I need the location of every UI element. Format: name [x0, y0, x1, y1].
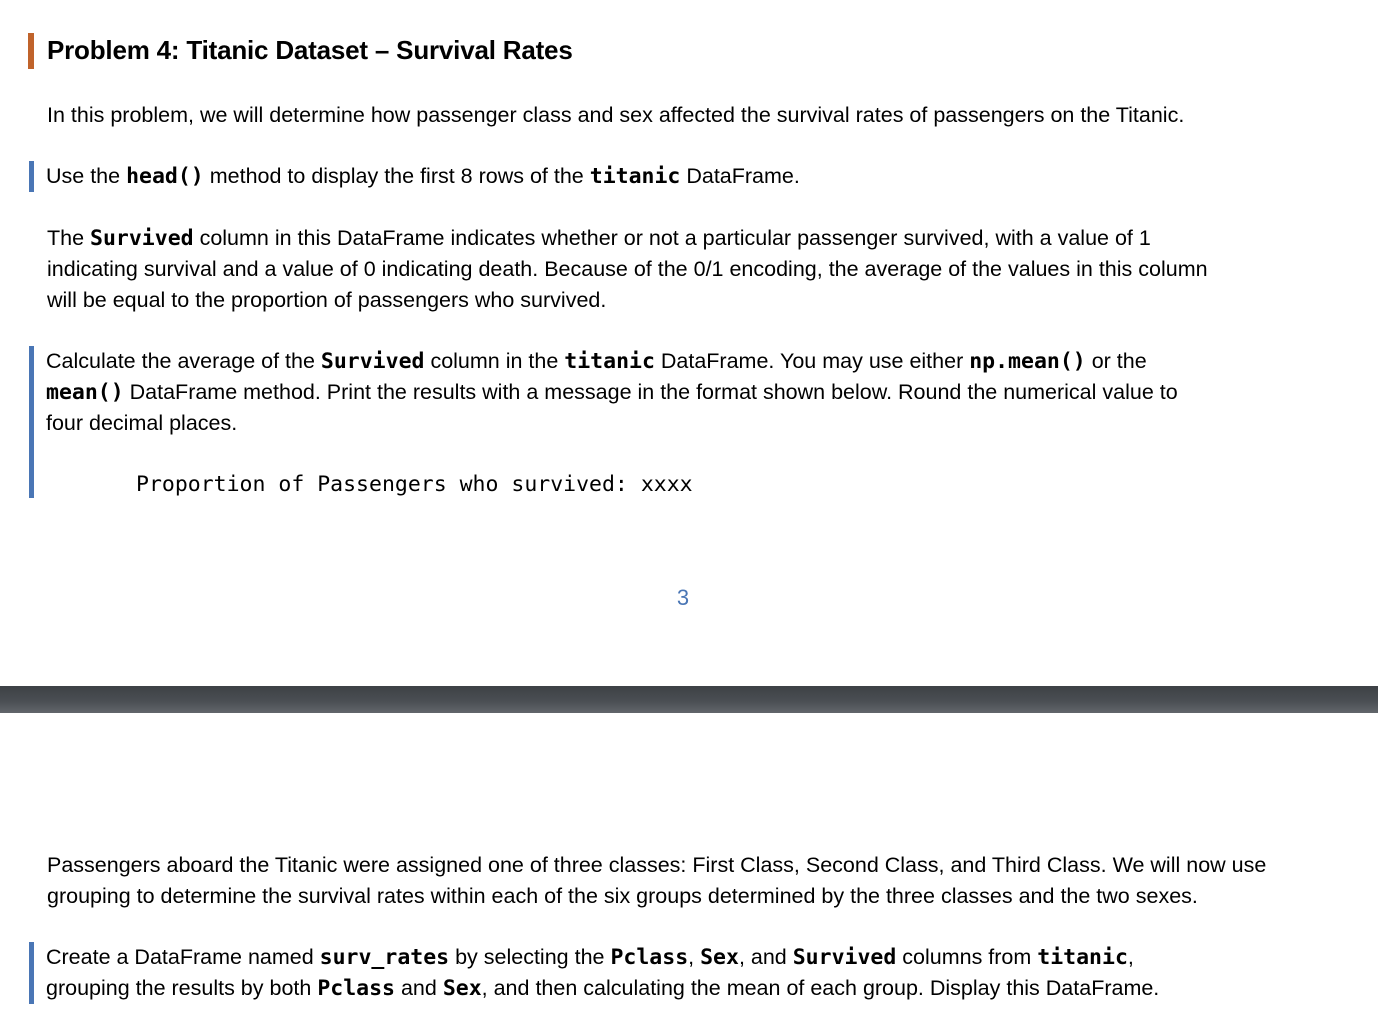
code-titanic: titanic — [1037, 945, 1128, 970]
output-format-example: Proportion of Passengers who survived: xxxx — [136, 472, 693, 497]
survived-paragraph: The Survived column in this DataFrame indicates whether or not a particular passenger survived, with a value of 1 indicating survival and a value of 0 indicating death. Because of the 0/1 encoding, the average of the values in this column will be equal to the proportion of passengers who survived. — [47, 226, 1208, 312]
code-titanic: titanic — [564, 349, 655, 374]
page-separator — [0, 686, 1378, 713]
code-sex: Sex — [442, 976, 482, 1001]
problem-title: Problem 4: Titanic Dataset – Survival Rates — [47, 35, 573, 65]
task-surv-rates: Create a DataFrame named surv_rates by selecting the Pclass, Sex, and Survived columns from titanic, grouping the results by both Pclass and Sex, and then calculating the mean of each group. Display this DataFrame. — [29, 942, 1159, 1004]
heading-accent-bar — [28, 33, 34, 69]
classes-paragraph: Passengers aboard the Titanic were assigned one of three classes: First Class, Second Class, and Third Class. We will now use grouping to determine the survival rates within each of the six groups determined by the three classes and the two sexes. — [47, 853, 1267, 908]
code-survived: Survived — [90, 226, 194, 251]
code-sex: Sex — [700, 945, 739, 970]
page-number: 3 — [676, 585, 690, 610]
code-np-mean: np.mean() — [969, 349, 1086, 374]
code-titanic: titanic — [589, 164, 681, 189]
task-calculate-average: Calculate the average of the Survived column in the titanic DataFrame. You may use either np.mean() or the mean() DataFrame method. Print the results with a message in the format shown below. Round the numerical value to four decimal places. Proportion of Passengers who survived: xxxx — [29, 346, 1178, 498]
code-pclass: Pclass — [610, 945, 689, 970]
code-mean: mean() — [46, 380, 124, 405]
code-head: head() — [126, 164, 204, 189]
code-survived: Survived — [792, 945, 897, 970]
intro-paragraph: In this problem, we will determine how passenger class and sex affected the survival rates of passengers on the Titanic. — [47, 103, 1185, 127]
code-pclass: Pclass — [317, 976, 395, 1001]
code-surv-rates: surv_rates — [319, 945, 450, 970]
task-head-method: Use the head() method to display the first 8 rows of the titanic DataFrame. — [29, 161, 800, 192]
code-survived: Survived — [320, 349, 425, 374]
